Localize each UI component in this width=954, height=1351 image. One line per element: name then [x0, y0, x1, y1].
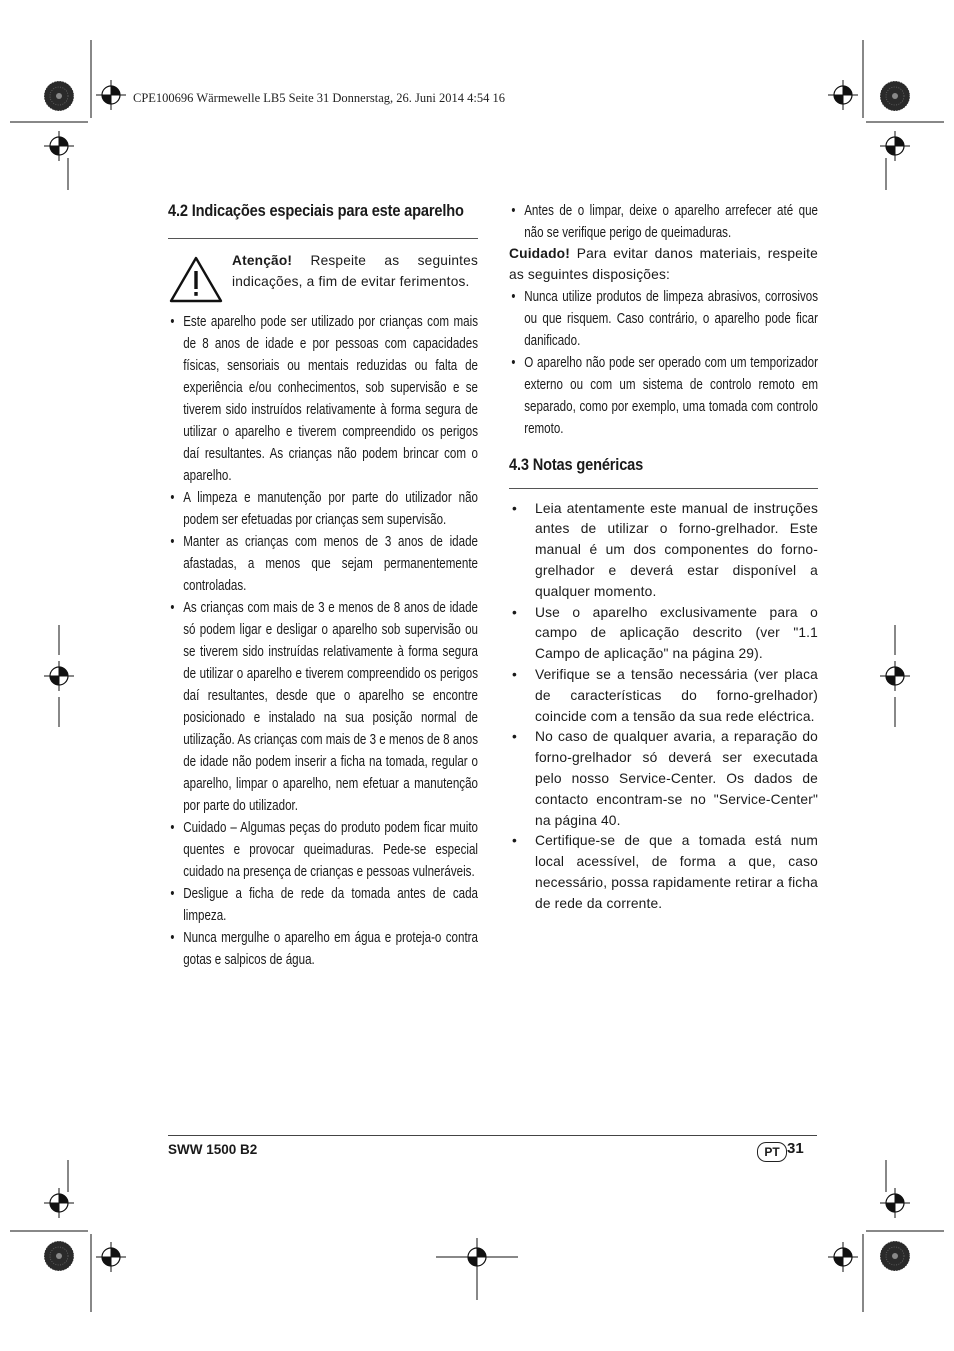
list-item: • Este aparelho pode ser utilizado por crianças com mais de 8 anos de idade e por pessoas com capacidades físicas, sensoriais ou mentais reduzidas ou falta de experiência e/ou conhecimentos, sob supervisão e se tiverem sido instruídos relativamente à forma segura de utilizar o aparelho e tiverem compreendido os perigos daí resultantes. As crianças não podem brincar com o aparelho.	[168, 311, 478, 487]
registration-star-icon	[880, 81, 910, 111]
warning-label: Atenção!	[232, 253, 293, 268]
registration-target-icon	[828, 80, 858, 110]
list-item: • Nunca utilize produtos de limpeza abrasivos, corrosivos ou que risquem. Caso contrário, o aparelho pode ficar danificado.	[509, 286, 818, 352]
registration-target-icon	[44, 131, 74, 161]
registration-target-icon	[44, 1188, 74, 1218]
caution-bullet-block	[509, 286, 818, 440]
print-header: CPE100696 Wärmewelle LB5 Seite 31 Donnerstag, 26. Juni 2014 4:54 16	[133, 91, 505, 105]
list-item: • As crianças com mais de 3 e menos de 8 anos de idade só podem ligar e desligar o aparelho sob supervisão ou se tiverem sido instruídas relativamente à forma segura de utilizar o aparelho e tiverem compreendido os perigos daí resultantes, desde que o aparelho se encontre posicionado e instalado na sua posição normal de utilização. As crianças com mais de 3 e menos de 8 anos de idade não podem inserir a ficha na tomada, regular o aparelho, limpar o aparelho, nem efetuar a manutenção por parte do utilizador.	[168, 597, 478, 817]
safety-list	[168, 311, 478, 971]
registration-target-icon	[880, 1188, 910, 1218]
cleaning-list	[509, 200, 818, 244]
registration-target-icon	[96, 1242, 126, 1272]
footer-model: SWW 1500 B2	[168, 1142, 258, 1157]
list-item: • A limpeza e manutenção por parte do utilizador não podem ser efetuadas por crianças sem supervisão.	[168, 487, 478, 531]
heading-divider	[168, 238, 478, 239]
page-number: 31	[787, 1140, 804, 1157]
list-item: • O aparelho não pode ser operado com um temporizador externo ou com um sistema de controlo remoto em separado, como por exemplo, uma tomada com controlo remoto.	[509, 352, 818, 440]
warning-text	[228, 251, 478, 310]
language-badge: PT	[757, 1142, 787, 1162]
list-item: • Desligue a ficha de rede da tomada antes de cada limpeza.	[168, 883, 478, 927]
right-top-block	[509, 200, 818, 244]
list-item: • No caso de qualquer avaria, a reparação do forno-grelhador só deverá ser executada pelo nosso Service-Center. Os dados de contacto encontram-se no "Service-Center" na página 40.	[509, 727, 818, 831]
registration-target-icon	[44, 661, 74, 691]
notes-list	[509, 499, 818, 915]
caution-message: Para evitar danos materiais, respeite as seguintes disposições:	[509, 246, 818, 282]
list-item: • Nunca mergulhe o aparelho em água e proteja-o contra gotas e salpicos de água.	[168, 927, 478, 971]
registration-star-icon	[44, 1241, 74, 1271]
list-item: • Certifique-se de que a tomada está num local acessível, de forma a que, caso necessário, possa rapidamente retirar a ficha de rede da corrente.	[509, 831, 818, 914]
list-item: • Antes de o limpar, deixe o aparelho arrefecer até que não se verifique perigo de queimaduras.	[509, 200, 818, 244]
list-item: • Manter as crianças com menos de 3 anos de idade afastadas, a menos que sejam permanentemente controladas.	[168, 531, 478, 597]
list-item: • Leia atentamente este manual de instruções antes de utilizar o forno-grelhador. Este manual é um dos componentes do forno-grelhador e deverá estar disponível a qualquer momento.	[509, 499, 818, 603]
caution-list	[509, 286, 818, 440]
left-column	[168, 200, 478, 971]
caution-paragraph	[509, 244, 818, 286]
footer-divider	[168, 1135, 817, 1136]
right-column	[509, 200, 818, 915]
list-item: • Use o aparelho exclusivamente para o campo de aplicação descrito (ver "1.1 Campo de aplicação" na página 29).	[509, 603, 818, 665]
registration-target-icon	[828, 1242, 858, 1272]
caution-label: Cuidado!	[509, 246, 570, 261]
warning-message: Respeite as seguintes indicações, a fim de evitar ferimentos.	[232, 253, 478, 289]
registration-star-icon	[44, 81, 74, 111]
registration-target-icon	[96, 80, 126, 110]
warning-triangle-icon	[168, 251, 228, 310]
section-heading-4-2: 4.2 Indicações especiais para este aparelho	[168, 201, 464, 220]
list-item: • Verifique se a tensão necessária (ver placa de características do forno-grelhador) coincide com a tensão da sua rede eléctrica.	[509, 665, 818, 727]
list-item: • Cuidado – Algumas peças do produto podem ficar muito quentes e provocar queimaduras. Pede-se especial cuidado na presença de crianças e pessoas vulneráveis.	[168, 817, 478, 883]
heading-divider	[509, 488, 818, 489]
left-bullet-block	[168, 311, 478, 971]
warning-box	[168, 251, 478, 310]
registration-star-icon	[880, 1241, 910, 1271]
registration-target-icon	[880, 661, 910, 691]
section-heading-4-3: 4.3 Notas genéricas	[509, 454, 644, 474]
registration-target-icon	[880, 131, 910, 161]
